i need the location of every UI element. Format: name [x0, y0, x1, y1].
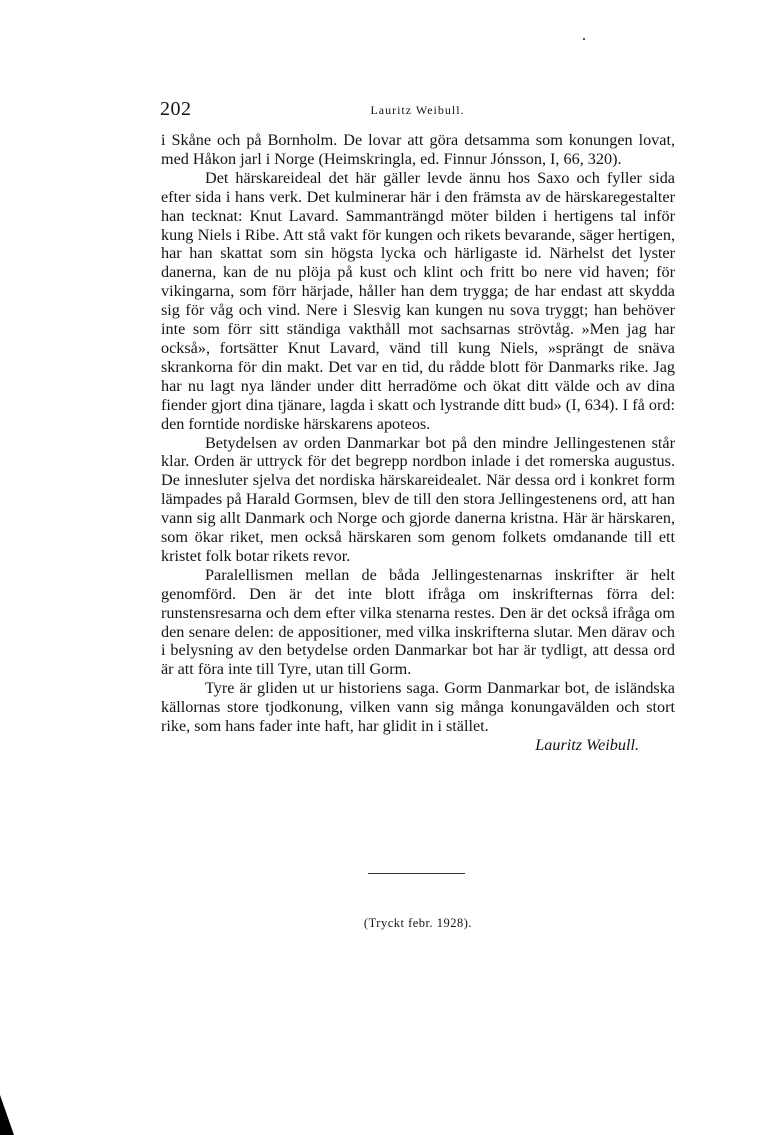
- paragraph-5: Tyre är gliden ut ur historiens saga. Gorm Danmarkar bot, de isländska källornas store tjodkonung, vilken vann sig många konungavälden och stort rike, som hans fader inte haft, har glidit in i stället.: [161, 679, 675, 736]
- paragraph-2: Det härskareideal det här gäller levde ännu hos Saxo och fyller sida efter sida i hans verk. Det kulminerar här i den främsta av de härskaregestalter han tecknat: Knut Lavard. Sammanträngd möter bilden i hertigens tal inför kung Niels i Ribe. Att stå vakt för kungen och rikets bevarande, säger hertigen, har han skattat som sin högsta lycka och härligaste id. Närhelst det lyster danerna, kan de nu plöja på kust och klint och fritt bo nere vid haven; för vikingarna, som förr härjade, håller han dem trygga; de har endast att skydda sig för våg och vind. Nere i Slesvig kan kungen nu sova tryggt; han behöver inte som förr sitt ständiga vakthåll mot sachsarnas strövtåg. »Men jag har också», fortsätter Knut Lavard, vänd till kung Niels, »sprängt de snäva skrankorna för din makt. Det var en tid, du rådde blott för Danmarks rike. Jag har nu lagt nya länder under ditt herradöme och ökat ditt välde och av dina fiender gjort dina tjänare, lagda i skatt och lystrande ditt bud» (I, 634). I få ord: den forntide nordiske härskarens apoteos.: [161, 168, 675, 433]
- print-date: (Tryckt febr. 1928).: [363, 916, 473, 930]
- page-number: 202: [160, 98, 192, 120]
- author-signature: Lauritz Weibull.: [535, 736, 639, 754]
- paragraph-1: i Skåne och på Bornholm. De lovar att göra detsamma som konungen lovat, med Håkon jarl i Norge (Heimskringla, ed. Finnur Jónsson, I, 66, 320).: [161, 131, 675, 168]
- section-divider: [368, 873, 465, 874]
- running-head: Lauritz Weibull.: [370, 103, 465, 117]
- body-text: [161, 131, 675, 755]
- paragraph-3: Betydelsen av orden Danmarkar bot på den mindre Jellingestenen står klar. Orden är uttryck för det begrepp nordbon inlade i det romerska augustus. De innesluter sjelva det nordiska härskareidealet. När dessa ord i konkret form lämpades på Harald Gormsen, blev de till den stora Jellingestenens ord, att han vann sig allt Danmark och Norge och gjorde danerna kristna. Här är härskaren, som ökar riket, men också härskaren som genom folkets omdanande till ett kristet folk botar rikets revor.: [161, 433, 675, 565]
- scan-speck: [583, 38, 585, 40]
- page-header: [160, 98, 675, 122]
- paragraph-4: Paralellismen mellan de båda Jellingestenarnas inskrifter är helt genomförd. Den är det inte blott ifråga om inskrifternas förra del: runstensresarna och dem efter vilka stenarna restes. Den är det också ifråga om den senare delen: de appositioner, med vilka inskrifterna slutar. Men därav och i belysning av den betydelse orden Danmarkar bot har är tydligt, att dessa ord är att föra inte till Tyre, utan till Gorm.: [161, 565, 675, 679]
- scan-corner-mark: [0, 1095, 14, 1135]
